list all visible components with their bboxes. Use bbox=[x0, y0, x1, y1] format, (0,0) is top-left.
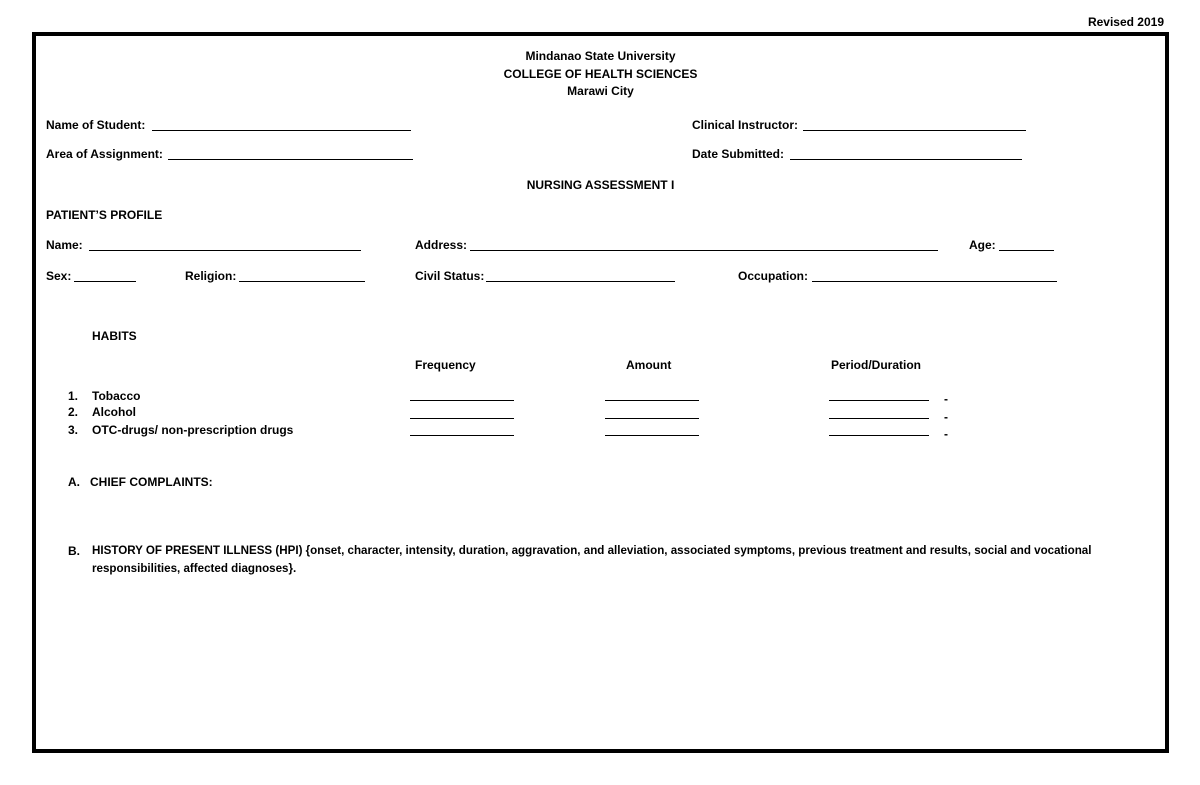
religion-field[interactable] bbox=[239, 281, 365, 282]
occupation-field[interactable] bbox=[812, 281, 1057, 282]
area-of-assignment-label: Area of Assignment: bbox=[46, 147, 163, 161]
habit-label-alcohol: Alcohol bbox=[92, 405, 136, 419]
area-of-assignment-field[interactable] bbox=[168, 159, 413, 160]
habit-number-1: 1. bbox=[68, 389, 79, 403]
alcohol-frequency-field[interactable] bbox=[410, 418, 514, 419]
university-name: Mindanao State University bbox=[525, 49, 676, 63]
name-of-student-field[interactable] bbox=[152, 130, 411, 131]
patient-name-field[interactable] bbox=[89, 250, 361, 251]
date-submitted-label: Date Submitted: bbox=[692, 147, 785, 161]
otc-drugs-frequency-field[interactable] bbox=[410, 435, 514, 436]
period-duration-column-header: Period/Duration bbox=[831, 358, 922, 372]
alcohol-dash: - bbox=[944, 410, 948, 424]
alcohol-period-field[interactable] bbox=[829, 418, 929, 419]
frequency-column-header: Frequency bbox=[415, 358, 476, 372]
section-a-letter: A. bbox=[68, 475, 80, 489]
name-of-student-label: Name of Student: bbox=[46, 118, 146, 132]
address-field[interactable] bbox=[470, 250, 938, 251]
chief-complaints-heading: CHIEF COMPLAINTS: bbox=[90, 475, 213, 489]
date-submitted-field[interactable] bbox=[790, 159, 1022, 160]
habit-label-tobacco: Tobacco bbox=[92, 389, 141, 403]
patients-profile-heading: PATIENT’S PROFILE bbox=[46, 208, 163, 222]
religion-label: Religion: bbox=[185, 269, 237, 283]
otc-drugs-period-field[interactable] bbox=[829, 435, 929, 436]
form-title: NURSING ASSESSMENT I bbox=[526, 178, 675, 192]
age-field[interactable] bbox=[999, 250, 1054, 251]
hpi-heading-line2: responsibilities, affected diagnoses}. bbox=[92, 562, 297, 575]
clinical-instructor-field[interactable] bbox=[803, 130, 1026, 131]
civil-status-field[interactable] bbox=[486, 281, 675, 282]
college-name: COLLEGE OF HEALTH SCIENCES bbox=[503, 67, 698, 81]
habits-heading: HABITS bbox=[92, 329, 137, 343]
patient-name-label: Name: bbox=[46, 238, 83, 252]
address-label: Address: bbox=[415, 238, 468, 252]
section-b-letter: B. bbox=[68, 544, 80, 558]
form-frame bbox=[32, 32, 1169, 753]
tobacco-period-field[interactable] bbox=[829, 400, 929, 401]
revision-note: Revised 2019 bbox=[1087, 15, 1164, 29]
age-label: Age: bbox=[969, 238, 996, 252]
tobacco-dash: - bbox=[944, 392, 948, 406]
amount-column-header: Amount bbox=[626, 358, 672, 372]
city-name: Marawi City bbox=[567, 84, 634, 98]
alcohol-amount-field[interactable] bbox=[605, 418, 699, 419]
clinical-instructor-label: Clinical Instructor: bbox=[692, 118, 799, 132]
hpi-heading-line1: HISTORY OF PRESENT ILLNESS (HPI) {onset, character, intensity, duration, aggravation, and alleviation, associated symptoms, previous treatment and results, social and vocational bbox=[92, 544, 1092, 557]
habit-number-2: 2. bbox=[68, 405, 79, 419]
tobacco-frequency-field[interactable] bbox=[410, 400, 514, 401]
otc-drugs-dash: - bbox=[944, 427, 948, 441]
tobacco-amount-field[interactable] bbox=[605, 400, 699, 401]
habit-label-otc-drugs: OTC-drugs/ non-prescription drugs bbox=[92, 423, 294, 437]
sex-label: Sex: bbox=[46, 269, 72, 283]
habit-number-3: 3. bbox=[68, 423, 79, 437]
otc-drugs-amount-field[interactable] bbox=[605, 435, 699, 436]
sex-field[interactable] bbox=[74, 281, 136, 282]
occupation-label: Occupation: bbox=[738, 269, 809, 283]
civil-status-label: Civil Status: bbox=[415, 269, 485, 283]
